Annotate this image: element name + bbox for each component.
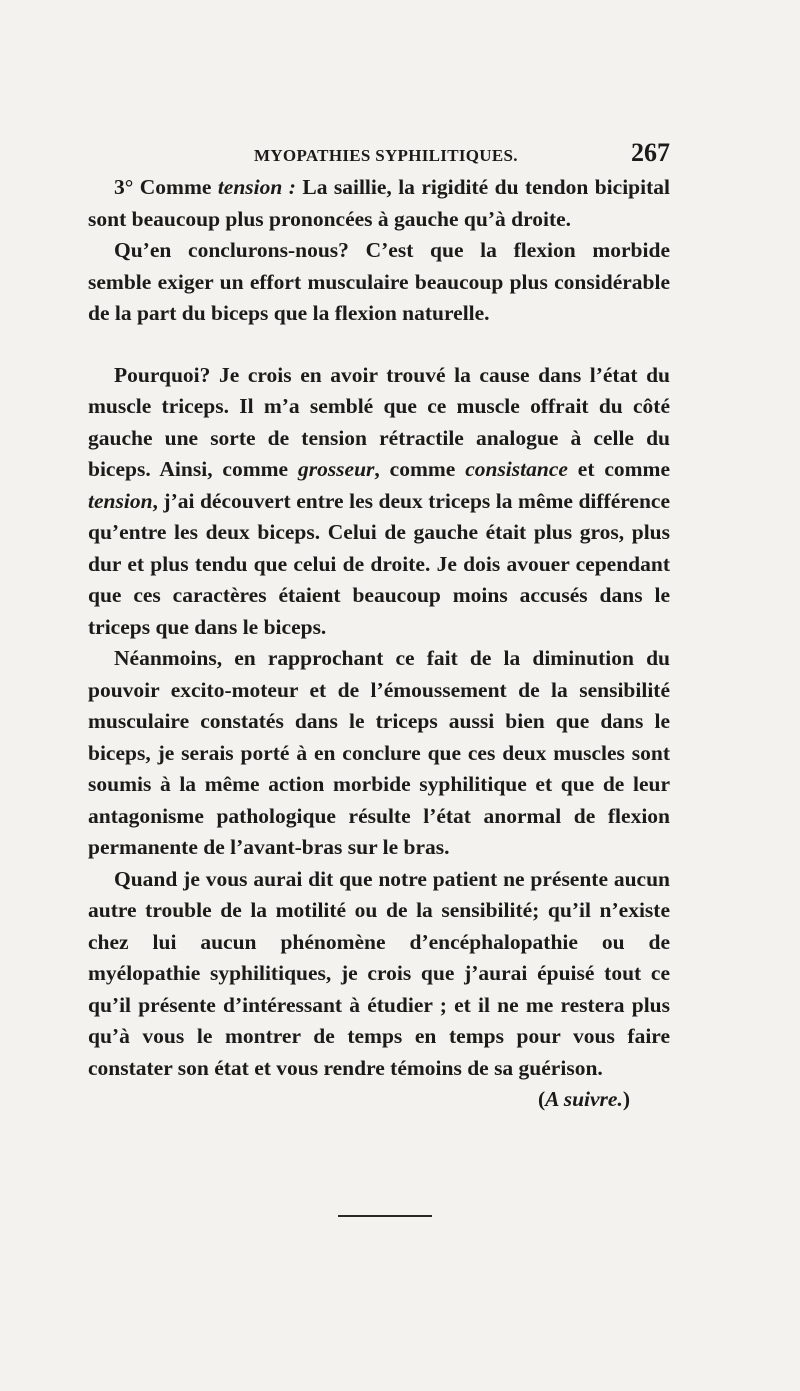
paragraph-text: , comme [374,457,466,481]
paragraph-triceps [88,360,670,644]
paren-close: ) [622,1087,630,1111]
emphasis: consistance [465,457,568,481]
paragraph-text: , j’ai découvert entre les deux triceps la même différence qu’entre les deux biceps. Celui de gauche était plus gros, plus dur et plus tendu que celui de droite. Je dois avouer cependant que ces caractères étaient beaucoup moins accusés dans le triceps que dans le biceps. [88,488,670,639]
paragraph-neanmoins: Néanmoins, en rapprochant ce fait de la diminution du pouvoir excito-moteur et de l’émoussement de la sensibilité musculaire constatés dans le triceps aussi bien que dans le biceps, je serais porté à en conclure que ces deux muscles sont soumis à la même action morbide syphilitique et que de leur antagonisme pathologique résulte l’état anormal de flexion permanente de l’avant-bras sur le bras. [88,646,670,859]
body-text [88,172,670,1116]
paragraph-text: La saillie, la rigidité du tendon bicipital sont beaucoup plus prononcées à gauche qu’à droite. [88,175,670,231]
emphasis: tension [88,488,153,513]
end-rule [338,1215,432,1217]
paren-open: ( [538,1087,546,1111]
paragraph-text: 3° Comme [114,175,218,199]
paragraph-quand: Quand je vous aurai dit que notre patient ne présente aucun autre trouble de la motilité ou de la sensibilité; qu’il n’existe chez lui aucun phénomène d’encéphalopathie ou de myélopathie syphilitiques, je crois que j’aurai épuisé tout ce qu’il présente d’intéressant à étudier ; et il ne me restera plus qu’à vous le montrer de temps en temps pour vous faire constater son état et vous rendre témoins de sa guérison. [88,866,670,1080]
paragraph-text: et comme [567,457,671,481]
running-title: MYOPATHIES SYPHILITIQUES. [254,146,518,165]
emphasis: tension : [217,175,296,199]
page-header [88,138,670,172]
signoff-text: A suivre. [545,1087,623,1111]
paragraph-tension [88,172,670,235]
paragraph-conclusion: Qu’en conclurons-nous? C’est que la flexion morbide semble exiger un effort musculaire beaucoup plus considérable de la part du biceps que la flexion naturelle. [88,238,670,325]
to-be-continued [88,1084,670,1116]
page-number: 267 [631,138,670,167]
emphasis: grosseur [297,457,375,481]
paragraph-text: Pourquoi? Je crois en avoir trouvé la cause dans l’état du muscle triceps. Il m’a semblé que ce muscle offrait du côté gauche une sorte de tension rétractile analogue à celle du biceps. Ainsi, comme [88,362,670,481]
